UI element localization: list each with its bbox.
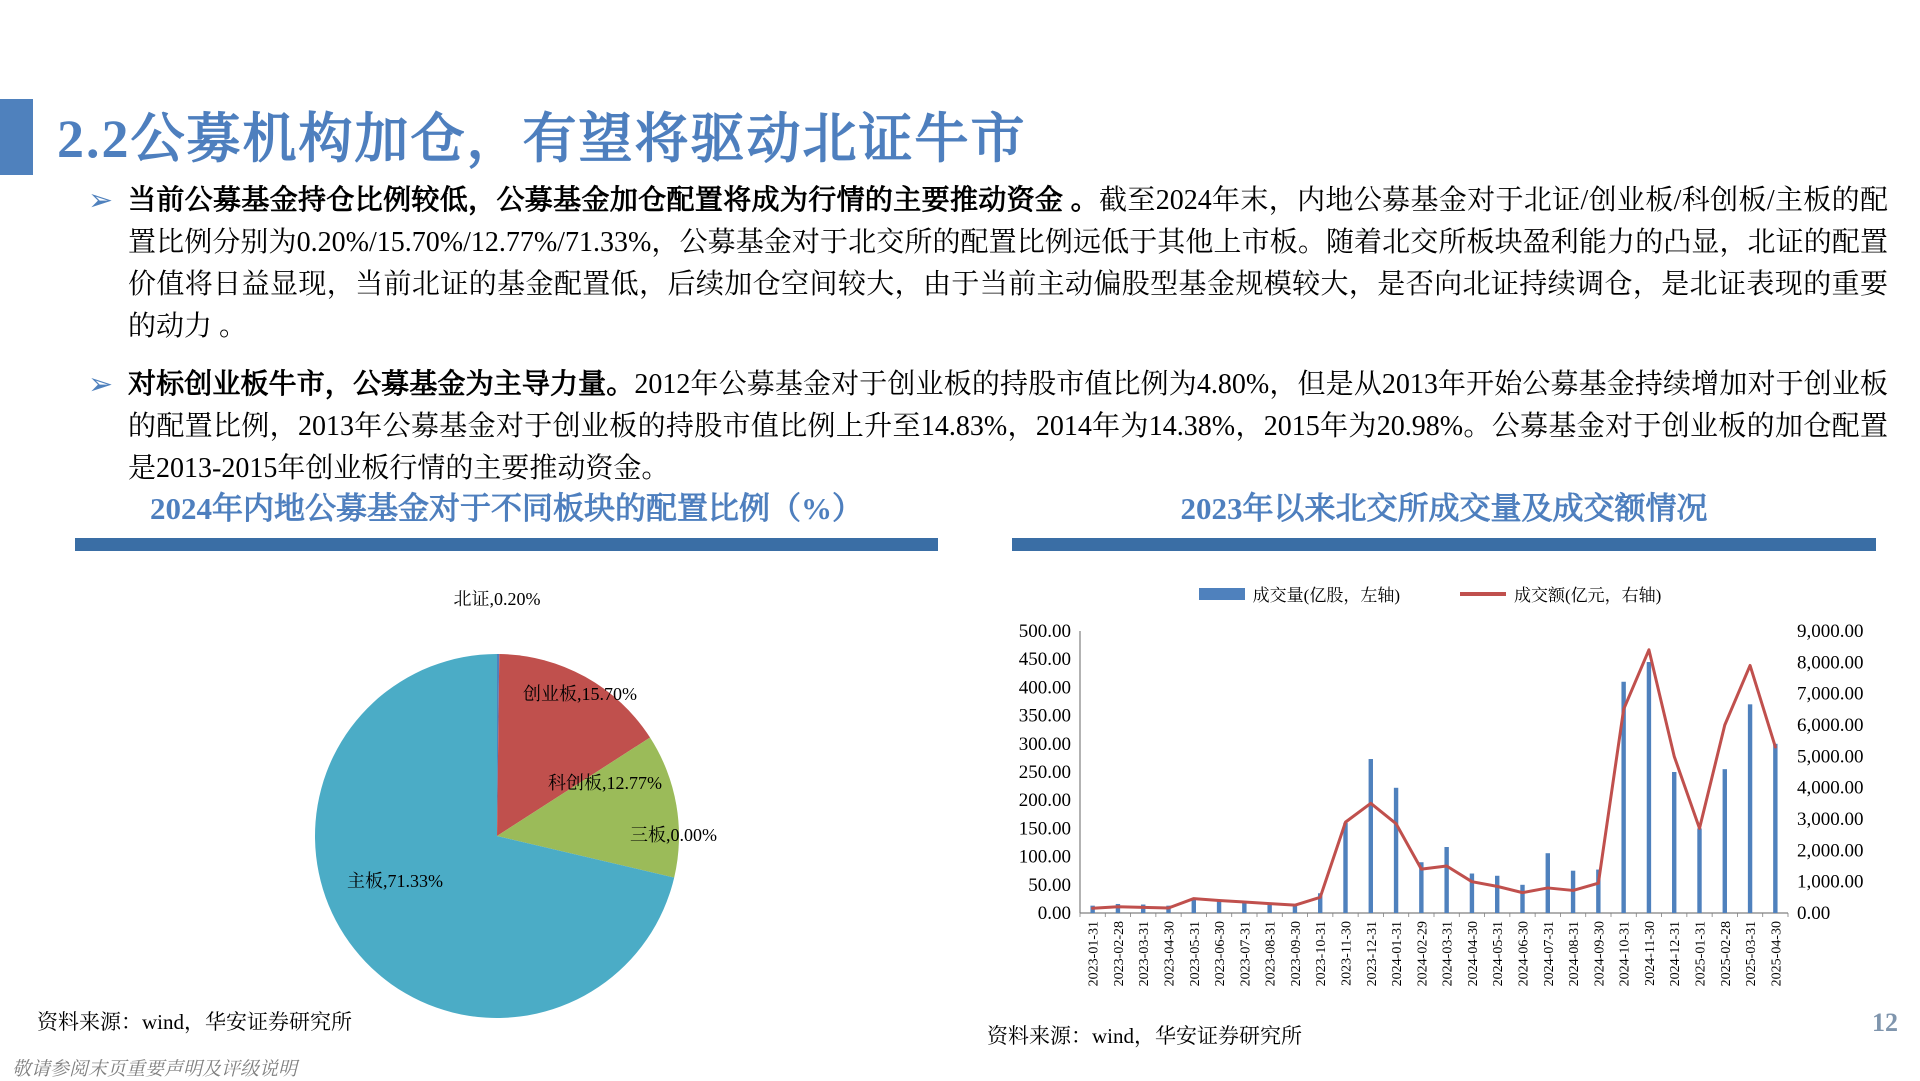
right-source-note: 资料来源：wind，华安证券研究所 (987, 1024, 1302, 1048)
svg-text:2025-03-31: 2025-03-31 (1744, 921, 1760, 987)
left-chart-title-bar (75, 538, 938, 551)
svg-text:2023-02-28: 2023-02-28 (1111, 921, 1127, 987)
bullet-arrow-icon: ➢ (88, 184, 114, 217)
svg-text:2023-11-30: 2023-11-30 (1339, 921, 1355, 986)
bullet-arrow-icon: ➢ (88, 368, 114, 401)
bullet-text (128, 180, 1888, 348)
svg-text:2023-03-31: 2023-03-31 (1137, 921, 1153, 987)
svg-text:2,000.00: 2,000.00 (1797, 840, 1864, 862)
svg-text:450.00: 450.00 (1018, 649, 1071, 671)
left-chart-title: 2024年内地公募基金对于不同板块的配置比例（%） (150, 491, 863, 526)
bullet-body: 2012年公募基金对于创业板的持股市值比例为4.80%，但是从2013年开始公募基金持续增加对于创业板的配置比例，2013年公募基金对于创业板的持股市值比例上升至14.83%，2014年为14.38%，2015年为20.98%。公募基金对于创业板的加仓配置是2013-2015年创业板行情的主要推动资金。 (128, 369, 1888, 484)
svg-text:350.00: 350.00 (1018, 705, 1071, 727)
svg-text:1,000.00: 1,000.00 (1797, 871, 1864, 893)
bullet-lead: 当前公募基金持仓比例较低，公募基金加仓配置将成为行情的主要推动资金 。 (128, 185, 1100, 216)
svg-text:7,000.00: 7,000.00 (1797, 683, 1864, 705)
svg-text:2024-07-31: 2024-07-31 (1541, 921, 1557, 987)
svg-text:9,000.00: 9,000.00 (1797, 621, 1864, 642)
svg-text:2024-08-31: 2024-08-31 (1567, 921, 1583, 987)
svg-text:2025-02-28: 2025-02-28 (1718, 921, 1734, 987)
svg-text:2023-08-31: 2023-08-31 (1263, 921, 1279, 987)
pie-label-neeq: 三板,0.00% (630, 825, 717, 845)
svg-text:2023-10-31: 2023-10-31 (1314, 921, 1330, 987)
svg-text:3,000.00: 3,000.00 (1797, 809, 1864, 830)
combo-chart-svg (985, 575, 1875, 1035)
svg-text:2023-09-30: 2023-09-30 (1288, 921, 1304, 987)
svg-text:2024-11-30: 2024-11-30 (1642, 921, 1658, 986)
combo-chart (985, 575, 1875, 1035)
page-number: 12 (1872, 1008, 1898, 1037)
bullet-body: 截至2024年末，内地公募基金对于北证/创业板/科创板/主板的配置比例分别为0.20%/15.70%/12.77%/71.33%，公募基金对于北交所的配置比例远低于其他上市板。随着北交所板块盈利能力的凸显，北证的配置价值将日益显现，当前北证的基金配置低，后续加仓空间较大，由于当前主动偏股型基金规模较大，是否向北证持续调仓，是北证表现的重要的动力 。 (128, 185, 1888, 342)
svg-text:2024-06-30: 2024-06-30 (1516, 921, 1532, 987)
svg-text:2023-12-31: 2023-12-31 (1364, 921, 1380, 987)
bullet-text (128, 364, 1888, 490)
svg-text:2024-01-31: 2024-01-31 (1390, 921, 1406, 987)
bullet-lead: 对标创业板牛市，公募基金为主导力量。 (128, 369, 635, 400)
svg-text:5,000.00: 5,000.00 (1797, 746, 1864, 768)
svg-text:200.00: 200.00 (1018, 790, 1071, 812)
svg-text:2024-04-30: 2024-04-30 (1465, 921, 1481, 987)
svg-text:2024-09-30: 2024-09-30 (1592, 921, 1608, 987)
footer-disclaimer: 敬请参阅末页重要声明及评级说明 (12, 1059, 298, 1080)
svg-text:2023-05-31: 2023-05-31 (1187, 921, 1203, 987)
pie-label-chinext: 创业板,15.70% (523, 684, 637, 704)
svg-text:150.00: 150.00 (1018, 818, 1071, 840)
svg-text:250.00: 250.00 (1018, 762, 1071, 783)
pie-label-star: 科创板,12.77% (548, 773, 662, 793)
pie-label-bse: 北证,0.20% (453, 589, 541, 609)
svg-text:0.00: 0.00 (1797, 903, 1831, 924)
svg-text:2024-05-31: 2024-05-31 (1491, 921, 1507, 987)
svg-text:2024-03-31: 2024-03-31 (1440, 921, 1456, 987)
bullet-item (88, 180, 1888, 348)
svg-text:2024-02-29: 2024-02-29 (1415, 921, 1431, 987)
bullet-item (88, 364, 1888, 490)
svg-text:500.00: 500.00 (1018, 621, 1071, 642)
svg-text:2023-04-30: 2023-04-30 (1162, 921, 1178, 987)
left-source-note: 资料来源：wind，华安证券研究所 (37, 1010, 352, 1034)
legend-turnover-label: 成交额(亿元，右轴) (1514, 586, 1662, 605)
right-chart-title-bar (1012, 538, 1876, 551)
bullet-list (88, 180, 1888, 506)
svg-text:300.00: 300.00 (1018, 733, 1071, 755)
page-title: 2.2公募机构加仓，有望将驱动北证牛市 (57, 109, 1027, 169)
right-chart-title: 2023年以来北交所成交量及成交额情况 (1180, 491, 1708, 526)
title-accent-bar (0, 99, 33, 175)
svg-text:2024-12-31: 2024-12-31 (1668, 921, 1684, 987)
svg-text:2023-07-31: 2023-07-31 (1238, 921, 1254, 987)
svg-text:6,000.00: 6,000.00 (1797, 715, 1864, 736)
svg-text:2025-04-30: 2025-04-30 (1769, 921, 1785, 987)
svg-text:400.00: 400.00 (1018, 677, 1071, 699)
svg-text:50.00: 50.00 (1028, 874, 1071, 896)
svg-text:2023-01-31: 2023-01-31 (1086, 921, 1102, 987)
svg-text:0.00: 0.00 (1037, 903, 1071, 924)
svg-text:2024-10-31: 2024-10-31 (1617, 921, 1633, 987)
svg-text:2023-06-30: 2023-06-30 (1213, 921, 1229, 987)
pie-label-main: 主板,71.33% (347, 871, 443, 891)
svg-text:100.00: 100.00 (1018, 846, 1071, 868)
legend-volume-label: 成交量(亿股，左轴) (1252, 586, 1400, 605)
svg-text:4,000.00: 4,000.00 (1797, 777, 1864, 799)
svg-text:2025-01-31: 2025-01-31 (1693, 921, 1709, 987)
svg-text:8,000.00: 8,000.00 (1797, 652, 1864, 674)
